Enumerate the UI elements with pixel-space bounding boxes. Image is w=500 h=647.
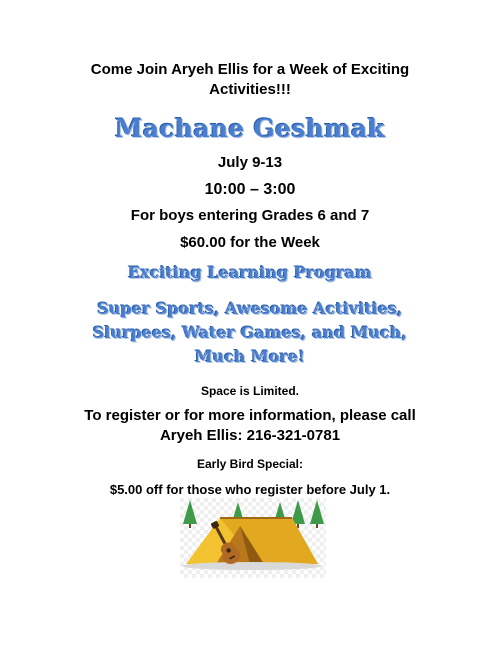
camp-audience: For boys entering Grades 6 and 7 (130, 207, 370, 224)
camp-time: 10:00 – 3:00 (204, 181, 296, 198)
intro-line-1: Come Join Aryeh Ellis for a Week of Exciting (90, 61, 410, 78)
intro-line-2: Activities!!! (209, 81, 291, 98)
early-bird-discount: $5.00 off for those who register before July 1. (109, 482, 391, 497)
program-heading: Exciting Learning Program (128, 263, 372, 282)
register-info (0, 406, 500, 446)
intro-heading (0, 60, 500, 100)
activities-line-1: Super Sports, Awesome Activities, (97, 299, 403, 318)
activities-list (0, 297, 500, 369)
activities-line-3: Much More! (194, 347, 306, 366)
space-notice: Space is Limited. (200, 384, 300, 398)
activities-line-2: Slurpees, Water Games, and Much, (92, 323, 408, 342)
camp-title: Machane Geshmak (114, 114, 386, 143)
camp-dates: July 9-13 (217, 154, 283, 171)
early-bird-heading: Early Bird Special: (196, 457, 304, 471)
camp-price: $60.00 for the Week (180, 234, 320, 251)
register-line-2: Aryeh Ellis: 216-321-0781 (159, 427, 341, 444)
register-line-1: To register or for more information, please call (84, 407, 416, 424)
camping-tent-with-guitar-icon (180, 498, 326, 578)
